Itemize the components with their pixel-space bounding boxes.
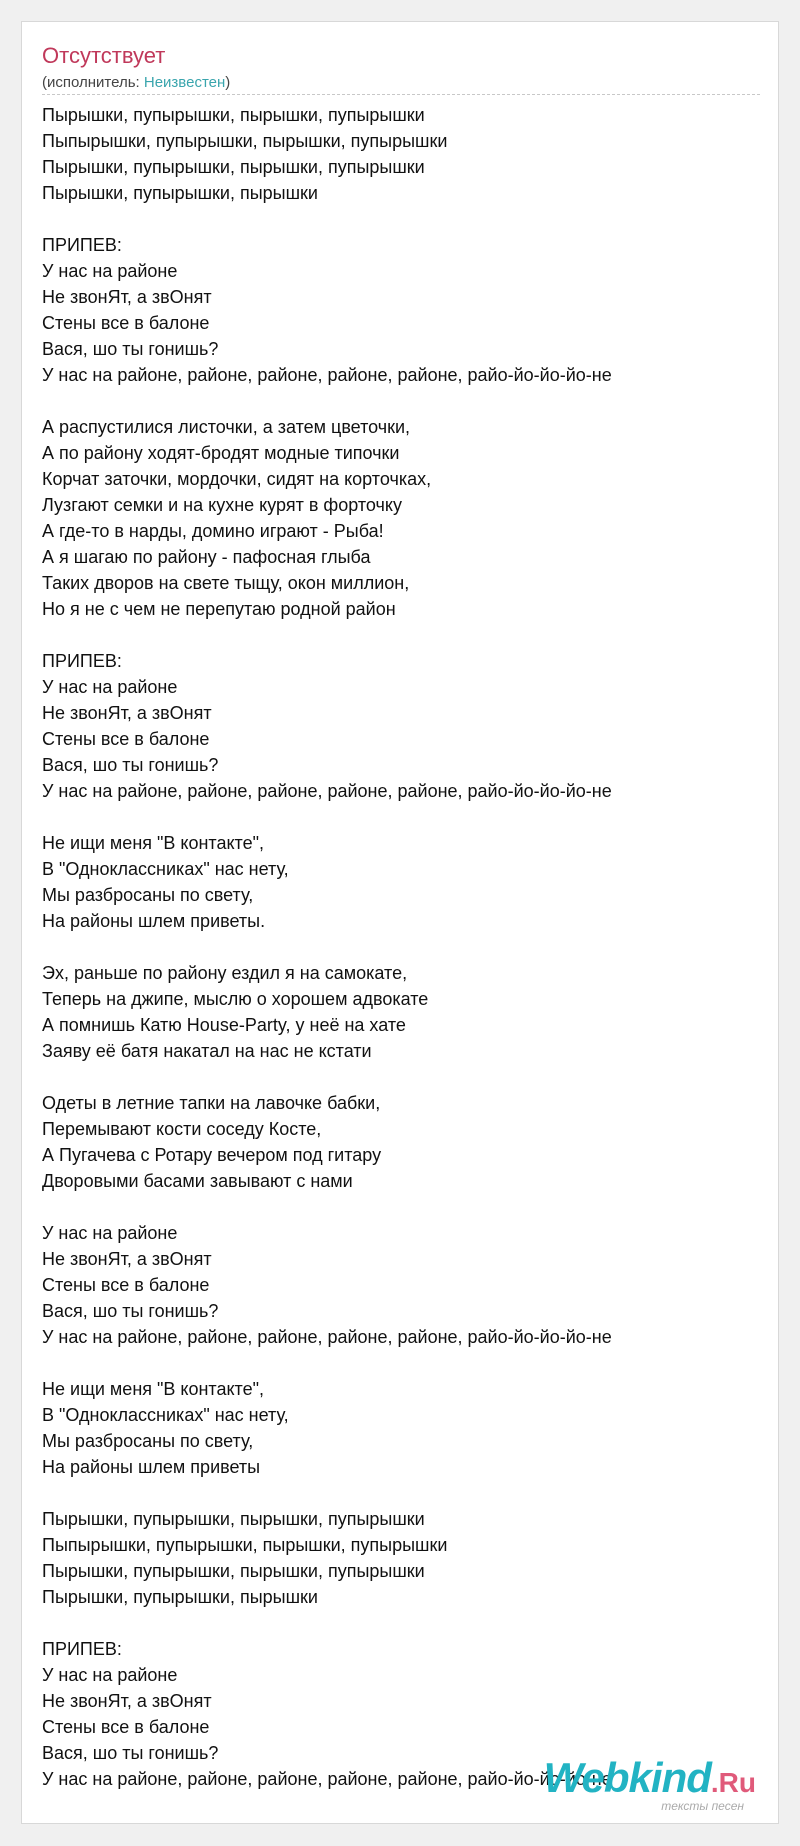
logo-tld: .Ru bbox=[710, 1767, 756, 1798]
lyrics-blank-line bbox=[42, 1480, 762, 1506]
lyrics-line: Мы разбросаны по свету, bbox=[42, 885, 254, 905]
lyrics-blank-line bbox=[42, 804, 762, 830]
lyrics-line: Пырышки, пупырышки, пырышки, пупырышки bbox=[42, 1509, 425, 1529]
lyrics-line: У нас на районе bbox=[42, 261, 178, 281]
lyrics-line: Пырышки, пупырышки, пырышки, пупырышки bbox=[42, 157, 425, 177]
lyrics-line: Пыпырышки, пупырышки, пырышки, пупырышки bbox=[42, 131, 448, 151]
lyrics-blank-line bbox=[42, 1610, 762, 1636]
lyrics-line: Вася, шо ты гонишь? bbox=[42, 1301, 219, 1321]
lyrics-line: В "Одноклассниках" нас нету, bbox=[42, 1405, 289, 1425]
lyrics-line: Не ищи меня "В контакте", bbox=[42, 833, 265, 853]
artist-line bbox=[42, 74, 230, 92]
lyrics-line: А где-то в нарды, домино играют - Рыба! bbox=[42, 521, 384, 541]
header-divider bbox=[42, 94, 760, 95]
lyrics-line: Пырышки, пупырышки, пырышки, пупырышки bbox=[42, 1561, 425, 1581]
lyrics-body bbox=[42, 102, 762, 1792]
lyrics-line: Не ищи меня "В контакте", bbox=[42, 1379, 265, 1399]
site-logo[interactable] bbox=[543, 1754, 756, 1813]
lyrics-line: Лузгают семки и на кухне курят в форточку bbox=[42, 495, 402, 515]
lyrics-line: Вася, шо ты гонишь? bbox=[42, 755, 219, 775]
lyrics-line: Пырышки, пупырышки, пырышки bbox=[42, 1587, 318, 1607]
lyrics-blank-line bbox=[42, 1350, 762, 1376]
lyrics-line: Перемывают кости соседу Косте, bbox=[42, 1119, 322, 1139]
lyrics-line: Теперь на джипе, мыслю о хорошем адвокате bbox=[42, 989, 429, 1009]
lyrics-line: Пыпырышки, пупырышки, пырышки, пупырышки bbox=[42, 1535, 448, 1555]
lyrics-blank-line bbox=[42, 622, 762, 648]
lyrics-line: ПРИПЕВ: bbox=[42, 235, 122, 255]
lyrics-line: Дворовыми басами завывают с нами bbox=[42, 1171, 353, 1191]
lyrics-line: А помнишь Катю House-Party, у неё на хате bbox=[42, 1015, 406, 1035]
lyrics-blank-line bbox=[42, 1064, 762, 1090]
lyrics-line: Не звонЯт, а звОнят bbox=[42, 703, 212, 723]
lyrics-line: Мы разбросаны по свету, bbox=[42, 1431, 254, 1451]
lyrics-line: Не звонЯт, а звОнят bbox=[42, 287, 212, 307]
lyrics-line: Пырышки, пупырышки, пырышки bbox=[42, 183, 318, 203]
song-title: Отсутствует bbox=[42, 43, 166, 68]
logo-tagline: тексты песен bbox=[661, 1799, 744, 1813]
lyrics-blank-line bbox=[42, 206, 762, 232]
lyrics-line: Заяву её батя накатал на нас не кстати bbox=[42, 1041, 372, 1061]
lyrics-line: Пырышки, пупырышки, пырышки, пупырышки bbox=[42, 105, 425, 125]
lyrics-line: Стены все в балоне bbox=[42, 1717, 210, 1737]
lyrics-line: Эх, раньше по району ездил я на самокате, bbox=[42, 963, 408, 983]
lyrics-line: Стены все в балоне bbox=[42, 729, 210, 749]
lyrics-line: У нас на районе bbox=[42, 677, 178, 697]
lyrics-line: Таких дворов на свете тыщу, окон миллион, bbox=[42, 573, 410, 593]
lyrics-line: На районы шлем приветы bbox=[42, 1457, 261, 1477]
lyrics-line: А распустилися листочки, а затем цветочки, bbox=[42, 417, 411, 437]
lyrics-line: У нас на районе bbox=[42, 1665, 178, 1685]
lyrics-line: Стены все в балоне bbox=[42, 313, 210, 333]
lyrics-line: ПРИПЕВ: bbox=[42, 1639, 122, 1659]
artist-prefix: (исполнитель: bbox=[42, 74, 144, 91]
lyrics-card bbox=[21, 21, 779, 1824]
lyrics-line: У нас на районе, районе, районе, районе, районе, райо-йо-йо-йо-не bbox=[42, 365, 612, 385]
lyrics-line: А по району ходят-бродят модные типочки bbox=[42, 443, 400, 463]
lyrics-line: Одеты в летние тапки на лавочке бабки, bbox=[42, 1093, 381, 1113]
lyrics-line: Корчат заточки, мордочки, сидят на корточках, bbox=[42, 469, 432, 489]
lyrics-blank-line bbox=[42, 388, 762, 414]
lyrics-line: А я шагаю по району - пафосная глыба bbox=[42, 547, 371, 567]
lyrics-line: В "Одноклассниках" нас нету, bbox=[42, 859, 289, 879]
lyrics-line: На районы шлем приветы. bbox=[42, 911, 266, 931]
lyrics-line: Не звонЯт, а звОнят bbox=[42, 1691, 212, 1711]
lyrics-line: А Пугачева с Ротару вечером под гитару bbox=[42, 1145, 382, 1165]
artist-suffix: ) bbox=[225, 74, 231, 91]
lyrics-line: ПРИПЕВ: bbox=[42, 651, 122, 671]
lyrics-line: Вася, шо ты гонишь? bbox=[42, 339, 219, 359]
logo-brand: Webkind bbox=[543, 1754, 711, 1801]
lyrics-line: У нас на районе bbox=[42, 1223, 178, 1243]
lyrics-line: У нас на районе, районе, районе, районе, районе, райо-йо-йо-йо-не bbox=[42, 781, 612, 801]
lyrics-line: Но я не с чем не перепутаю родной район bbox=[42, 599, 396, 619]
lyrics-blank-line bbox=[42, 934, 762, 960]
lyrics-line: Стены все в балоне bbox=[42, 1275, 210, 1295]
artist-link[interactable]: Неизвестен bbox=[143, 74, 226, 91]
lyrics-line: У нас на районе, районе, районе, районе, районе, райо-йо-йо-йо-не bbox=[42, 1327, 612, 1347]
lyrics-blank-line bbox=[42, 1194, 762, 1220]
lyrics-line: Не звонЯт, а звОнят bbox=[42, 1249, 212, 1269]
lyrics-line: Вася, шо ты гонишь? bbox=[42, 1743, 219, 1763]
lyrics-line: У нас на районе, районе, районе, районе, районе, райо-йо-йо-йо-не bbox=[42, 1769, 612, 1789]
